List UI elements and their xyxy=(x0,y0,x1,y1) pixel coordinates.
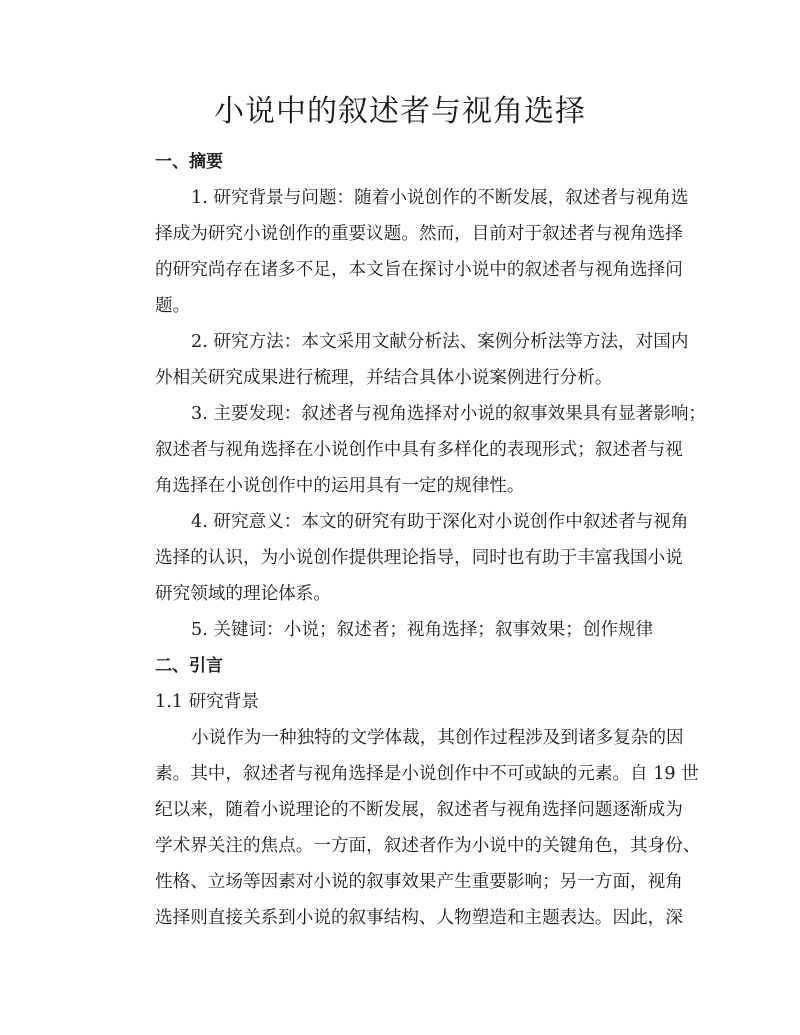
text-line: 题。 xyxy=(155,296,191,316)
abstract-item-4 xyxy=(119,504,689,612)
abstract-item-1 xyxy=(119,180,689,324)
abstract-item-5 xyxy=(119,612,684,648)
text-line: 选择则直接关系到小说的叙事结构、人物塑造和主题表达。因此，深 xyxy=(155,908,683,928)
text-line: 1. 研究背景与问题：随着小说创作的不断发展，叙述者与视角选 xyxy=(191,188,689,208)
text-line: 2. 研究方法：本文采用文献分析法、案例分析法等方法，对国内 xyxy=(191,332,689,352)
text-line: 的研究尚存在诸多不足，本文旨在探讨小说中的叙述者与视角选择问 xyxy=(155,260,683,280)
text-line: 角选择在小说创作中的运用具有一定的规律性。 xyxy=(155,476,525,496)
text-line: 选择的认识，为小说创作提供理论指导，同时也有助于丰富我国小说 xyxy=(155,548,683,568)
text-line: 4. 研究意义：本文的研究有助于深化对小说创作中叙述者与视角 xyxy=(191,512,689,532)
text-line: 性格、立场等因素对小说的叙事效果产生重要影响；另一方面，视角 xyxy=(155,872,683,892)
document-title: 小说中的叙述者与视角选择 xyxy=(214,94,586,129)
abstract-item-2 xyxy=(119,324,689,396)
intro-heading: 二、引言 xyxy=(155,656,223,676)
intro-paragraph xyxy=(119,720,701,936)
text-line: 择成为研究小说创作的重要议题。然而，目前对于叙述者与视角选择 xyxy=(155,224,683,244)
document-body xyxy=(119,144,707,936)
abstract-heading: 一、摘要 xyxy=(155,152,223,172)
text-line: 纪以来，随着小说理论的不断发展，叙述者与视角选择问题逐渐成为 xyxy=(155,800,683,820)
text-line: 素。其中，叙述者与视角选择是小说创作中不可或缺的元素。自 19 世 xyxy=(155,764,699,784)
intro-sub-heading: 1.1 研究背景 xyxy=(155,692,259,712)
text-line: 小说作为一种独特的文学体裁，其创作过程涉及到诸多复杂的因 xyxy=(191,728,684,748)
text-line: 叙述者与视角选择在小说创作中具有多样化的表现形式；叙述者与视 xyxy=(155,440,683,460)
text-line: 3. 主要发现：叙述者与视角选择对小说的叙事效果具有显著影响； xyxy=(191,404,707,424)
text-line: 5. 关键词：小说；叙述者；视角选择；叙事效果；创作规律 xyxy=(191,620,654,640)
text-line: 研究领域的理论体系。 xyxy=(155,584,331,604)
text-line: 学术界关注的焦点。一方面，叙述者作为小说中的关键角色，其身份、 xyxy=(155,836,701,856)
abstract-item-3 xyxy=(119,396,707,504)
text-line: 外相关研究成果进行梳理，并结合具体小说案例进行分析。 xyxy=(155,368,613,388)
